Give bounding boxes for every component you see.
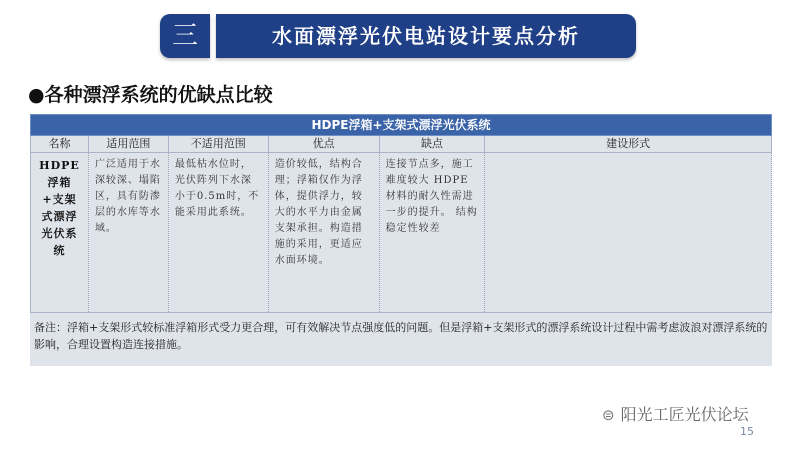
table-title: HDPE浮箱+支架式漂浮光伏系统 <box>30 114 772 136</box>
table-header-row <box>30 136 772 152</box>
col-header-construction: 建设形式 <box>485 136 772 152</box>
section-number: 三 <box>160 14 210 58</box>
page-number: 15 <box>740 425 754 438</box>
cell-advantages: 造价较低，结构合理；浮箱仅作为浮体，提供浮力，较大的水平力由金属支架承担。构造措施的采用，更适应水面环境。 <box>269 153 380 312</box>
cell-applicable: 广泛适用于水深较深、塌陷区，具有防渗层的水库等水域。 <box>89 153 169 312</box>
col-header-disadvantages: 缺点 <box>380 136 486 152</box>
wechat-icon: ⊜ <box>602 406 615 424</box>
col-header-not-applicable: 不适用范围 <box>169 136 269 152</box>
section-title: 水面漂浮光伏电站设计要点分析 <box>216 14 636 58</box>
col-header-applicable: 适用范围 <box>89 136 169 152</box>
table-row <box>30 152 772 312</box>
cell-not-applicable: 最低枯水位时，光伏阵列下水深小于0.5m时，不能采用此系统。 <box>169 153 269 312</box>
cell-construction <box>485 153 772 312</box>
page-subtitle: ●各种漂浮系统的优缺点比较 <box>28 84 273 106</box>
footer-brand <box>602 402 749 425</box>
cell-disadvantages: 连接节点多，施工难度较大 HDPE材料的耐久性需进一步的提升。 结构稳定性较差 <box>380 153 486 312</box>
col-header-advantages: 优点 <box>269 136 380 152</box>
col-header-name: 名称 <box>31 136 89 152</box>
cell-name: HDPE浮箱+支架式漂浮光伏系统 <box>31 153 89 312</box>
brand-text: 阳光工匠光伏论坛 <box>620 405 749 424</box>
table-note: 备注：浮箱+支架形式较标准浮箱形式受力更合理，可有效解决节点强度低的问题。但是浮箱+支架形式的漂浮系统设计过程中需考虑波浪对漂浮系统的影响，合理设置构造连接措施。 <box>30 312 772 366</box>
section-header <box>160 14 636 58</box>
comparison-table <box>30 114 772 384</box>
